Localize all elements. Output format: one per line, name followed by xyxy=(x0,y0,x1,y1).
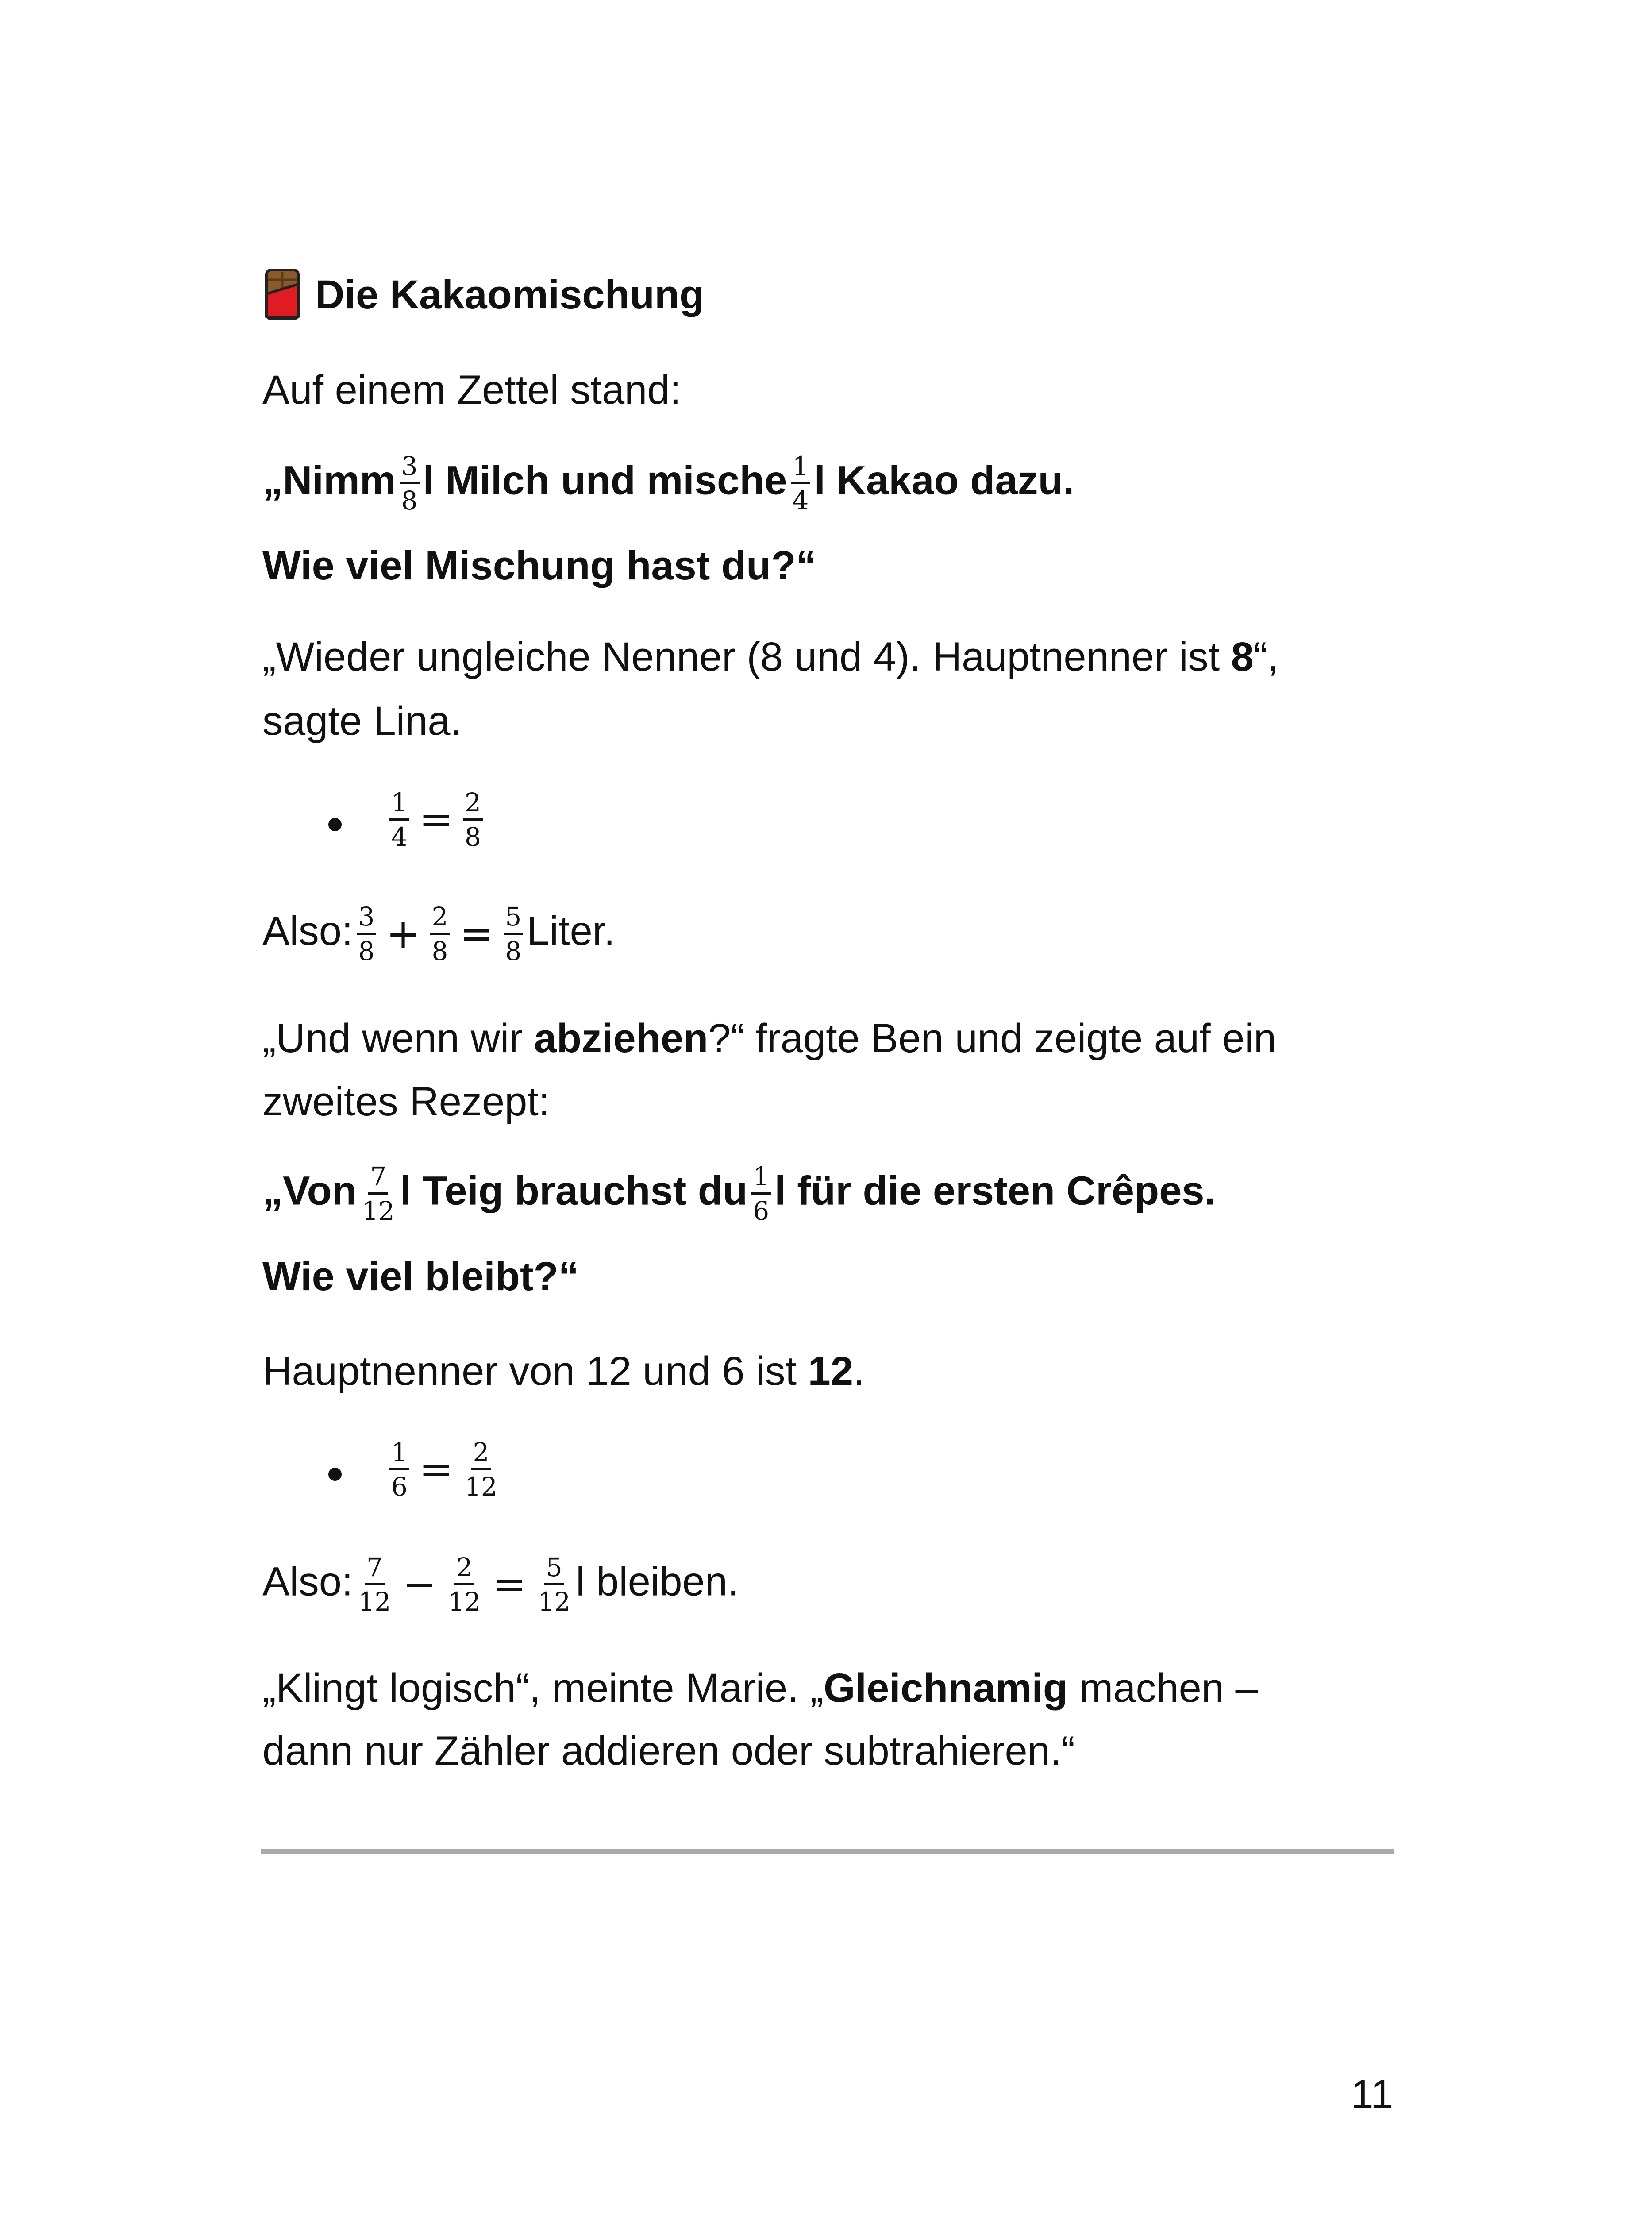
fraction: $\frac{5}{12}$ xyxy=(538,1552,571,1617)
fraction: $\frac{1}{6}$ xyxy=(389,1438,409,1501)
fraction: $\frac{1}{6}$ xyxy=(751,1162,771,1226)
lcd-statement: Hauptnenner von 12 und 6 ist 12. xyxy=(262,1349,865,1394)
ben-statement: „Und wenn wir abziehen?“ fragte Ben und zeigte auf ein xyxy=(262,1016,1276,1061)
ben-statement-line2: zweites Rezept: xyxy=(262,1079,550,1124)
recipe-quote-2-line2: Wie viel bleibt?“ xyxy=(262,1254,579,1299)
recipe-quote-1 xyxy=(262,451,1074,515)
equation-result-1: Also: $\frac{3}{8}$ + $\frac{2}{8}$ = $\frac{5}{8}$ Liter. xyxy=(262,902,615,966)
quote1-open: „Nimm xyxy=(262,458,396,503)
fraction: $\frac{7}{12}$ xyxy=(362,1161,395,1226)
fraction: $\frac{2}{8}$ xyxy=(430,902,450,966)
fraction: $\frac{2}{12}$ xyxy=(465,1437,497,1502)
fraction: $\frac{1}{4}$ xyxy=(791,451,811,515)
recipe-quote-2: „Von $\frac{7}{12}$ l Teig brauchst du $\frac{1}{6}$ l für die ersten Crêpes. xyxy=(262,1161,1216,1226)
list-bullet xyxy=(328,1468,342,1481)
page-number: 11 xyxy=(1351,2072,1393,2117)
lina-statement: „Wieder ungleiche Nenner (8 und 4). Hauptnenner ist 8“, xyxy=(262,634,1279,679)
equation-bullet-2: $\frac{1}{6}$ = $\frac{2}{12}$ xyxy=(386,1438,503,1501)
equation-bullet-1: $\frac{1}{4}$ = $\frac{2}{8}$ xyxy=(386,788,486,852)
list-bullet xyxy=(328,818,342,831)
section-title: Die Kakaomischung xyxy=(315,272,705,317)
fraction: $\frac{1}{4}$ xyxy=(389,788,409,852)
lina-statement-line2: sagte Lina. xyxy=(262,698,462,744)
fraction: $\frac{3}{8}$ xyxy=(357,902,377,966)
fraction: $\frac{7}{12}$ xyxy=(358,1552,391,1617)
intro-text: Auf einem Zettel stand: xyxy=(262,367,682,413)
quote1-end: l Kakao dazu. xyxy=(814,458,1074,503)
equation-result-2: Also: $\frac{7}{12}$ − $\frac{2}{12}$ = $\frac{5}{12}$ l bleiben. xyxy=(262,1552,739,1617)
recipe-quote-1-line2: Wie viel Mischung hast du?“ xyxy=(262,543,816,588)
fraction: $\frac{2}{12}$ xyxy=(448,1552,481,1617)
fraction: $\frac{2}{8}$ xyxy=(463,788,483,852)
marie-statement: „Klingt logisch“, meinte Marie. „Gleichnamig machen – xyxy=(262,1666,1258,1711)
fraction: $\frac{3}{8}$ xyxy=(400,451,420,515)
marie-statement-line2: dann nur Zähler addieren oder subtrahieren.“ xyxy=(262,1728,1075,1773)
section-divider xyxy=(261,1849,1394,1854)
fraction: $\frac{5}{8}$ xyxy=(504,902,524,966)
chocolate-bar-icon xyxy=(264,268,301,320)
quote1-middle: l Milch und mische xyxy=(423,458,787,503)
